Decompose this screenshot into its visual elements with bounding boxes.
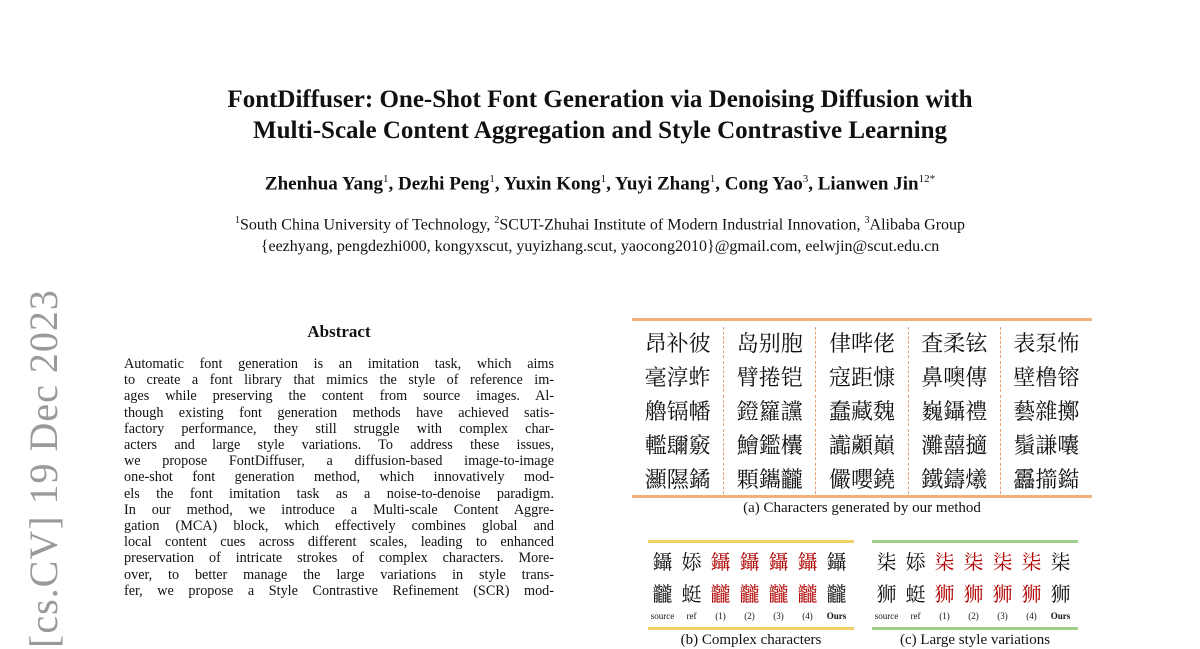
glyph-cell: 狮 (934, 581, 955, 606)
glyph-cell: 狮 (1021, 581, 1042, 606)
column-label: (1) (939, 611, 950, 621)
glyph-cell: 龖 (652, 581, 673, 606)
glyph-cell: 柒 (963, 549, 984, 574)
glyph-cell: 鑷 (768, 549, 789, 574)
glyph-cell: 柒 (934, 549, 955, 574)
abstract-line: we propose FontDiffuser, a diffusion-based image-to-image (124, 453, 554, 470)
affiliations (0, 210, 1200, 258)
abstract-line: acters and large style variations. To address these issues, (124, 437, 554, 454)
char-group: 灦隰鐍 (632, 463, 724, 494)
glyph-cell: 龖 (768, 581, 789, 606)
abstract-line: ages while preserving the content from source images. Al- (124, 388, 554, 405)
glyph-cell: 龖 (797, 581, 818, 606)
complex-row-1 (648, 545, 854, 575)
author: Zhenhua Yang (264, 173, 384, 195)
char-group: 鐙籮讜 (724, 395, 816, 426)
complex-row-2 (648, 577, 854, 607)
char-group: 蠢藏魏 (816, 395, 908, 426)
title-line-2: Multi-Scale Content Aggregation and Style Contrastive Learning (253, 117, 947, 144)
title-line-1: FontDiffuser: One-Shot Font Generation via Denoising Diffusion with (227, 86, 973, 113)
char-group: 轞镾竅 (632, 429, 724, 460)
abstract-line: one-shot font generation method, which innovatively mod- (124, 469, 554, 486)
glyph-cell: 鑷 (826, 549, 847, 574)
glyph-cell: 蜓 (681, 581, 702, 606)
column-label: (1) (715, 611, 726, 621)
caption-b: (b) Complex characters (680, 632, 822, 648)
abstract-line: els the font imitation task as a noise-to-denoise paradigm. (124, 485, 554, 502)
glyph-cell: 鑷 (652, 549, 673, 574)
column-label: (2) (744, 611, 755, 621)
char-group: 灘囍擿 (909, 429, 1001, 460)
caption-a: (a) Characters generated by our method (743, 500, 981, 516)
abstract-body (124, 356, 554, 599)
glyph-cell: 婖 (681, 549, 702, 574)
abstract-line: Automatic font generation is an imitation task, which aims (124, 356, 554, 372)
glyph-cell: 蜓 (905, 581, 926, 606)
column-label: Ours (826, 611, 847, 621)
column-label: (3) (773, 611, 784, 621)
glyph-cell: 柒 (992, 549, 1013, 574)
glyph-cell: 柒 (876, 549, 897, 574)
grid-row (632, 461, 1092, 495)
affiliation-line: $^1$South China University of Technology, $^2$SCUT-Zhuhai Institute of Modern Industrial Innovation, $^3$Alibaba Group (234, 215, 966, 234)
author: Lianwen Jin (817, 173, 919, 195)
glyph-cell: 龖 (710, 581, 731, 606)
abstract-line: local content cues across different scales, leading to enhanced (124, 534, 554, 551)
char-group: 査柔铉 (909, 327, 1001, 358)
column-label: Ours (1050, 611, 1071, 621)
figure-panel-b (648, 540, 854, 630)
glyph-cell: 鑷 (739, 549, 760, 574)
abstract-line: though existing font generation methods have achieved satis- (124, 404, 554, 421)
char-group: 顆鑴龖 (724, 463, 816, 494)
caption-c: (c) Large style variations (899, 632, 1051, 648)
char-group: 臂捲铠 (724, 361, 816, 392)
style-row-2 (872, 577, 1078, 607)
glyph-cell: 鑷 (710, 549, 731, 574)
char-group: 昂补彼 (632, 327, 724, 358)
char-group: 靐擶鐑 (1013, 467, 1080, 493)
figure-panel-c (872, 540, 1078, 630)
char-group: 寇距慷 (816, 361, 908, 392)
column-label: ref (910, 611, 921, 621)
char-group: 表泵怖 (1013, 331, 1080, 357)
glyph-cell: 婖 (905, 549, 926, 574)
column-label: (4) (1026, 611, 1037, 621)
column-label: source (874, 611, 899, 621)
column-label: (2) (968, 611, 979, 621)
author: Yuxin Kong (503, 173, 601, 195)
abstract-line: over, to better manage the large variations in style trans- (124, 566, 554, 583)
char-group: 鬚謙囔 (1013, 433, 1080, 459)
char-group: 讟顪巔 (816, 429, 908, 460)
glyph-cell: 鑷 (797, 549, 818, 574)
style-row-1 (872, 545, 1078, 575)
abstract-line: factory performance, they still struggle with complex char- (124, 420, 554, 437)
panel-c-labels (872, 611, 1078, 621)
grid-row (632, 393, 1092, 427)
abstract-line: fer, we propose a Style Contrastive Refinement (SCR) mod- (124, 582, 554, 599)
paper-title (0, 84, 1200, 146)
abstract-line: to create a font library that mimics the style of reference im- (124, 372, 554, 389)
author: Cong Yao (724, 173, 803, 195)
glyph-cell: 狮 (963, 581, 984, 606)
char-group: 岛别胞 (724, 327, 816, 358)
char-group: 儼嚶鐃 (816, 463, 908, 494)
char-group: 艪镉幡 (632, 395, 724, 426)
glyph-cell: 柒 (1050, 549, 1071, 574)
column-label: source (650, 611, 675, 621)
column-label: (3) (997, 611, 1008, 621)
char-group: 鼻噢傳 (909, 361, 1001, 392)
grid-row (632, 427, 1092, 461)
arxiv-stamp: [cs.CV] 19 Dec 2023 (21, 289, 66, 648)
glyph-cell: 龖 (739, 581, 760, 606)
glyph-cell: 狮 (876, 581, 897, 606)
author: Dezhi Peng (398, 173, 490, 195)
abstract-line: In our method, we introduce a Multi-scale Content Aggre- (124, 501, 554, 518)
author-list: Zhenhua Yang$^1$, Dezhi Peng$^1$, Yuxin Kong$^1$, Yuyi Zhang$^1$, Cong Yao$^3$, Lianwen Jin$^{12*}$ (264, 173, 936, 195)
char-group: 毫淳蚱 (632, 361, 724, 392)
grid-row (632, 325, 1092, 359)
grid-row (632, 359, 1092, 393)
char-group: 鐵鑄爔 (909, 463, 1001, 494)
char-group: 侓哔佬 (816, 327, 908, 358)
char-group: 壁橹镕 (1013, 365, 1080, 391)
column-label: (4) (802, 611, 813, 621)
abstract-line: preservation of intricate strokes of complex characters. More- (124, 550, 554, 567)
glyph-cell: 龖 (826, 581, 847, 606)
generated-characters-grid (632, 325, 1092, 495)
figure-panel-a (632, 318, 1092, 498)
abstract-line: gation (MCA) block, which effectively combines global and (124, 518, 554, 535)
glyph-cell: 狮 (1050, 581, 1071, 606)
glyph-cell: 柒 (1021, 549, 1042, 574)
char-group: 巍鑷禮 (909, 395, 1001, 426)
email-line: {eezhyang, pengdezhi000, kongyxscut, yuyizhang.scut, yaocong2010}@gmail.com, eelwjin@scut.edu.cn (260, 238, 940, 256)
column-label: ref (686, 611, 697, 621)
char-group: 藝雜擲 (1013, 399, 1080, 425)
glyph-cell: 狮 (992, 581, 1013, 606)
panel-b-labels (648, 611, 854, 621)
char-group: 鱠鑑欜 (724, 429, 816, 460)
abstract-heading: Abstract (307, 322, 371, 341)
author: Yuyi Zhang (614, 173, 710, 195)
